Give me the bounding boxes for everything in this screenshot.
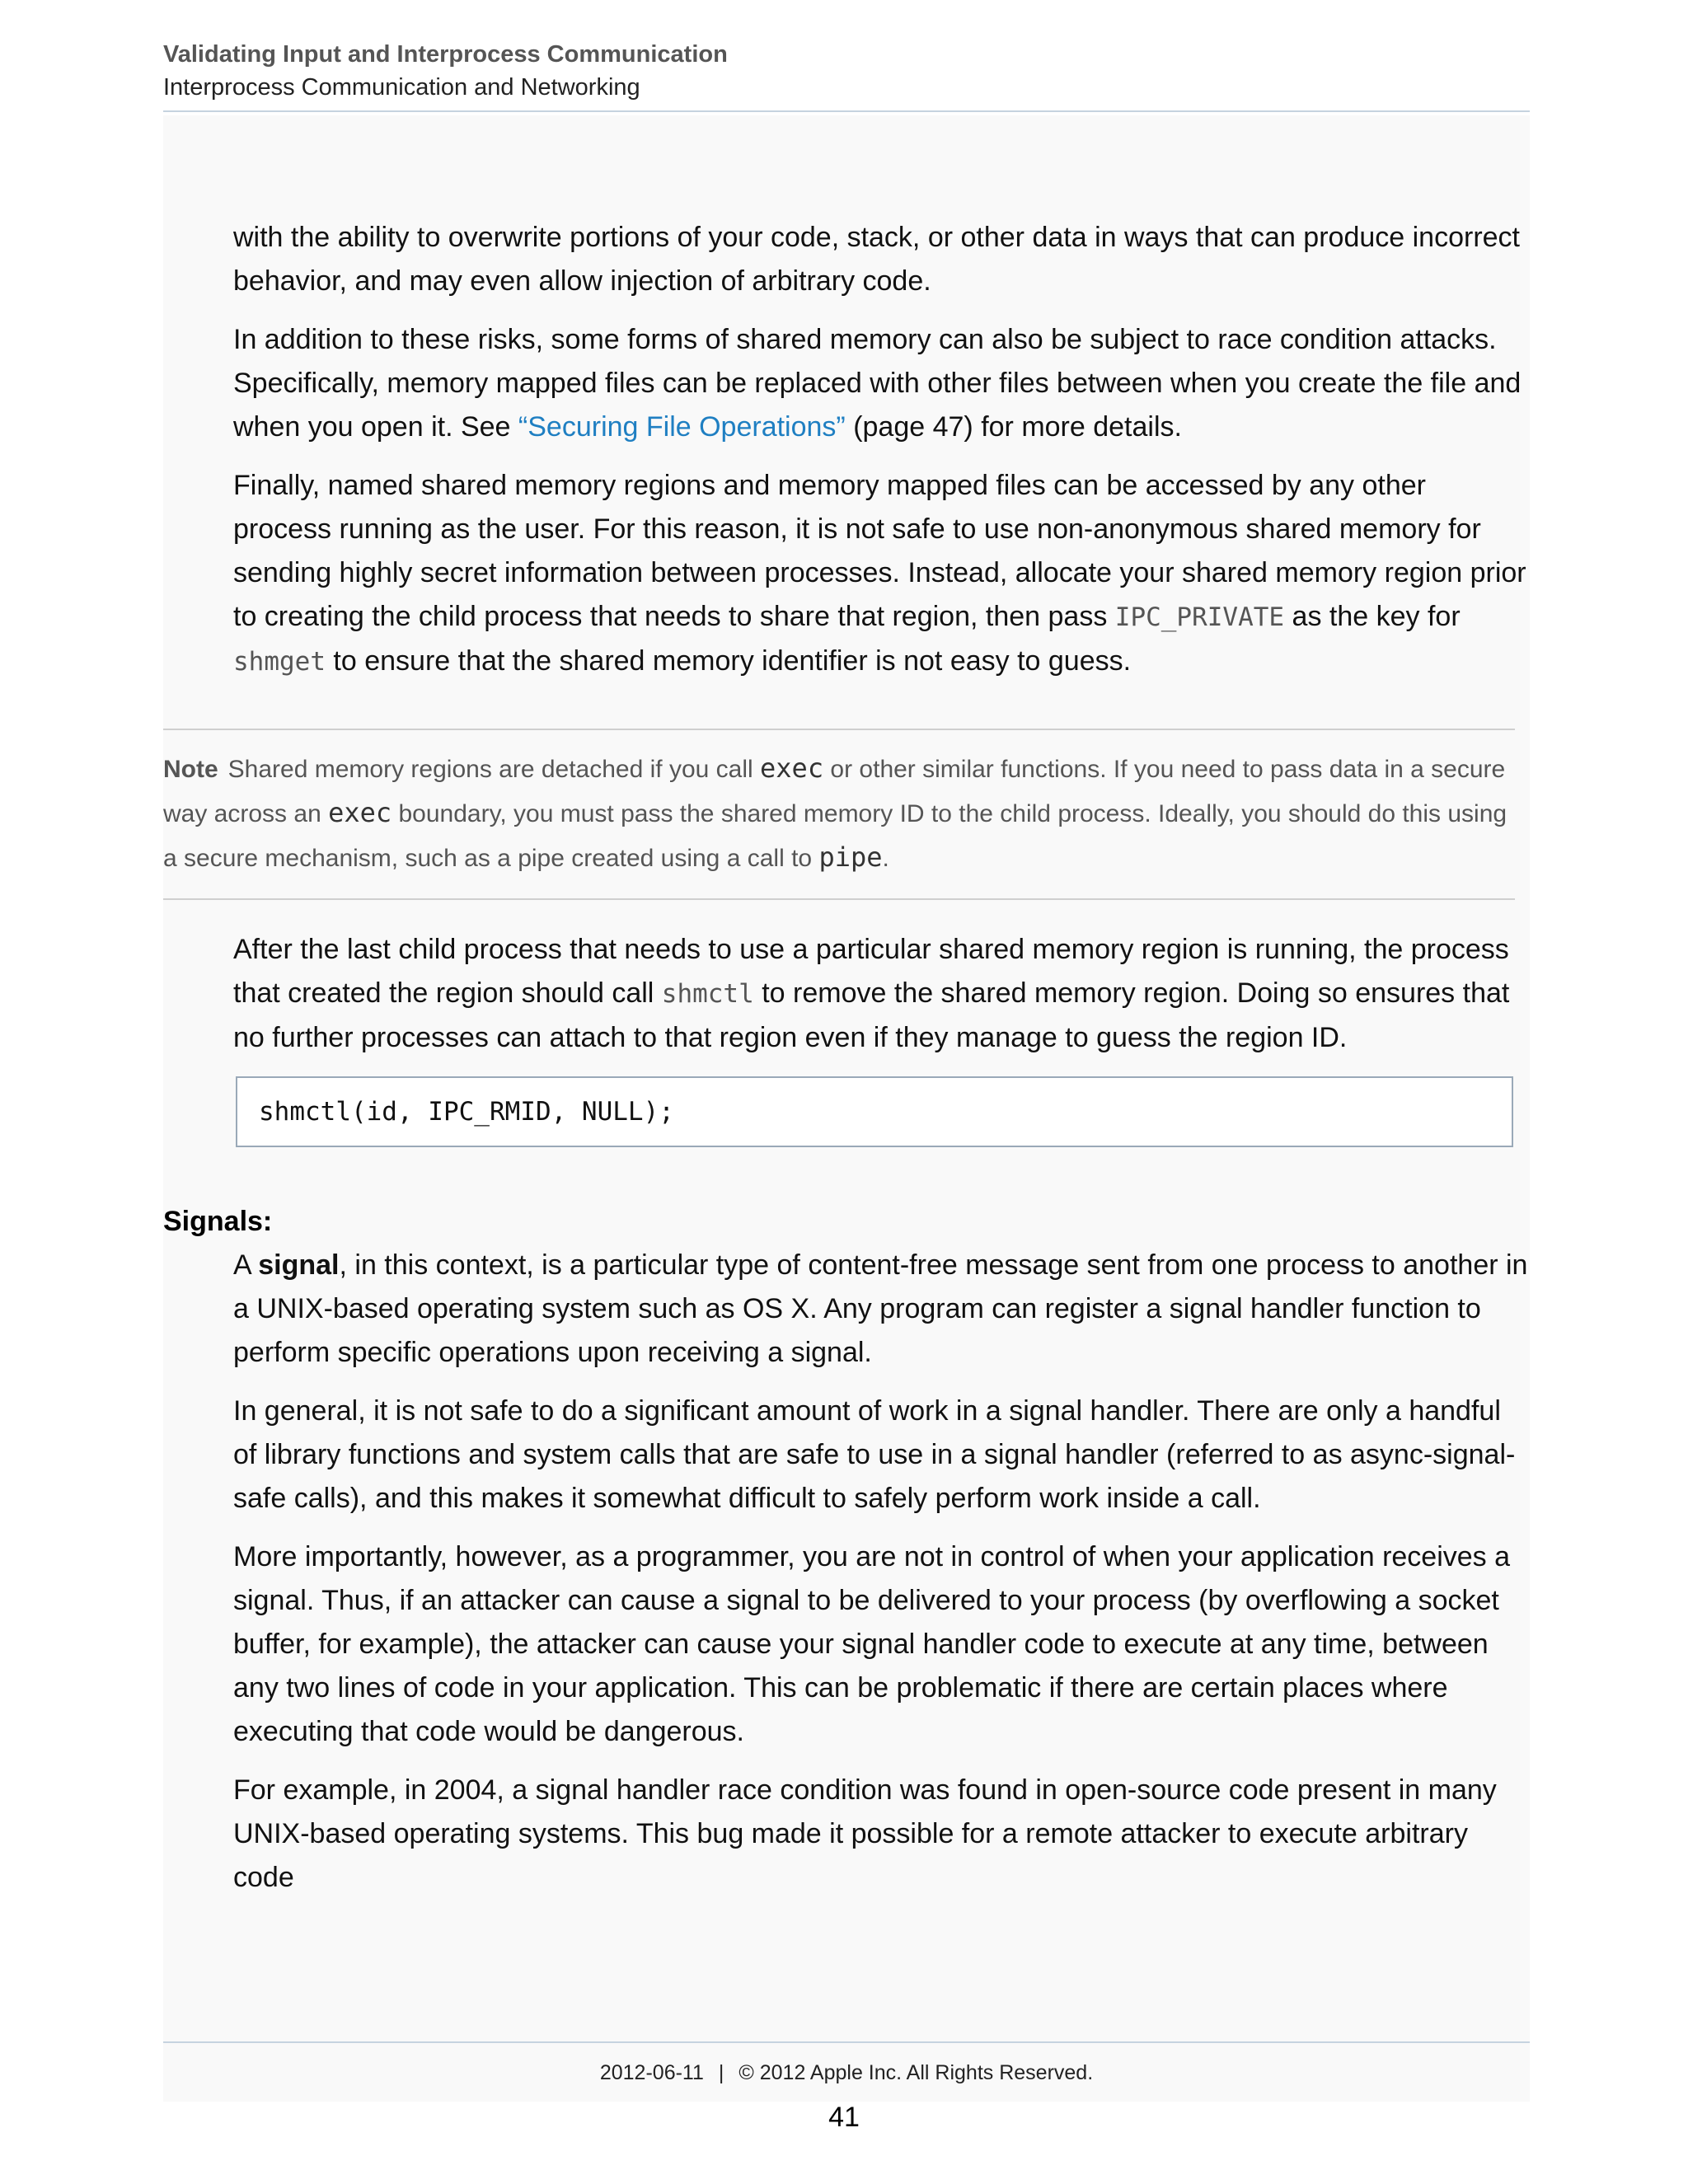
note-text-1: Shared memory regions are detached if you call — [227, 756, 761, 783]
paragraph-shmctl — [233, 928, 1531, 1060]
signal-term: signal — [258, 1249, 340, 1281]
exec-code-2: exec — [328, 797, 392, 828]
footer-date: 2012-06-11 — [599, 2061, 704, 2084]
page-header — [163, 38, 1530, 112]
note-label: Note — [163, 756, 218, 783]
note-text-2: or other similar functions. If you need to pass data in a secure way across an — [163, 756, 1506, 827]
signal-p1-a: A — [233, 1249, 259, 1281]
p4-text-before: After the last child process that needs to use a particular shared memory region is running, the process that created the region should call — [233, 934, 1509, 1009]
section-title: Interprocess Communication and Networking — [163, 74, 640, 101]
p4-text-after: to remove the shared memory region. Doing so ensures that no further processes can attach to that region even if they manage to guess the region ID. — [233, 977, 1510, 1053]
footer-line — [163, 2061, 1530, 2085]
p3-text-middle: as the key for — [1284, 601, 1461, 632]
p3-text-before: Finally, named shared memory regions and memory mapped files can be accessed by any other process running as the user. For this reason, it is not safe to use non-anonymous shared memory for sending highly secret information between processes. Instead, allocate your shared memory region prior to creating the child process that needs to share that region, then pass — [233, 470, 1526, 632]
shmctl-code: shmctl — [661, 979, 754, 1009]
paragraph-signal-definition — [233, 1244, 1531, 1375]
securing-file-operations-link[interactable]: “Securing File Operations” — [518, 411, 846, 443]
note-box — [163, 729, 1515, 900]
paragraph-signal-control: More importantly, however, as a programmer, you are not in control of when your application receives a signal. Thus, if an attacker can cause a signal to be delivered to your process (by overflowing a socket buffer, for example), the attacker can cause your signal handler code to execute at any time, between any two lines of code in your application. This can be problematic if there are certain places where executing that code would be dangerous. — [233, 1541, 1511, 1747]
note-text-4: . — [882, 845, 889, 872]
paragraph-signal-example: For example, in 2004, a signal handler race condition was found in open-source code present in many UNIX-based operating systems. This bug made it possible for a remote attacker to execute arbitrary code — [233, 1774, 1497, 1893]
ipc-private-code: IPC_PRIVATE — [1114, 602, 1285, 632]
shmget-code: shmget — [233, 647, 326, 677]
code-listing-text: shmctl(id, IPC_RMID, NULL); — [259, 1097, 674, 1127]
p3-text-after: to ensure that the shared memory identifier is not easy to guess. — [325, 645, 1132, 677]
page-number: 41 — [828, 2102, 860, 2133]
p2-text-before: In addition to these risks, some forms of shared memory can also be subject to race condition attacks. Specifically, memory mapped files can be replaced with other files between when you create the file and when you open it. See — [233, 324, 1522, 443]
paragraph-named-shared-memory — [233, 464, 1531, 684]
note-text-3: boundary, you must pass the shared memory ID to the child process. Ideally, you should do this using a secure mechanism, such as a pipe created using a call to — [163, 800, 1507, 872]
footer-copyright: © 2012 Apple Inc. All Rights Reserved. — [738, 2061, 1094, 2084]
code-listing — [236, 1076, 1513, 1147]
pipe-code: pipe — [818, 841, 883, 873]
paragraph-race-condition — [233, 318, 1531, 449]
paragraph-overwrite: with the ability to overwrite portions of your code, stack, or other data in ways that can produce incorrect behavior, and may even allow injection of arbitrary code. — [233, 222, 1520, 297]
chapter-title: Validating Input and Interprocess Communication — [163, 41, 728, 68]
page-footer — [163, 2041, 1530, 2085]
signals-heading: Signals: — [163, 1206, 273, 1237]
paragraph-signal-handler-work: In general, it is not safe to do a significant amount of work in a signal handler. There are only a handful of library functions and system calls that are safe to use in a signal handler (referred to as async-signal-safe calls), and this makes it somewhat difficult to safely perform work inside a call. — [233, 1395, 1516, 1514]
signal-p1-b: , in this context, is a particular type of content-free message sent from one process to another in a UNIX-based operating system such as OS X. Any program can register a signal handler function to perform specific operations upon receiving a signal. — [233, 1249, 1528, 1368]
p2-text-after: (page 47) for more details. — [845, 411, 1182, 443]
footer-separator: | — [718, 2061, 724, 2084]
exec-code-1: exec — [760, 752, 824, 784]
